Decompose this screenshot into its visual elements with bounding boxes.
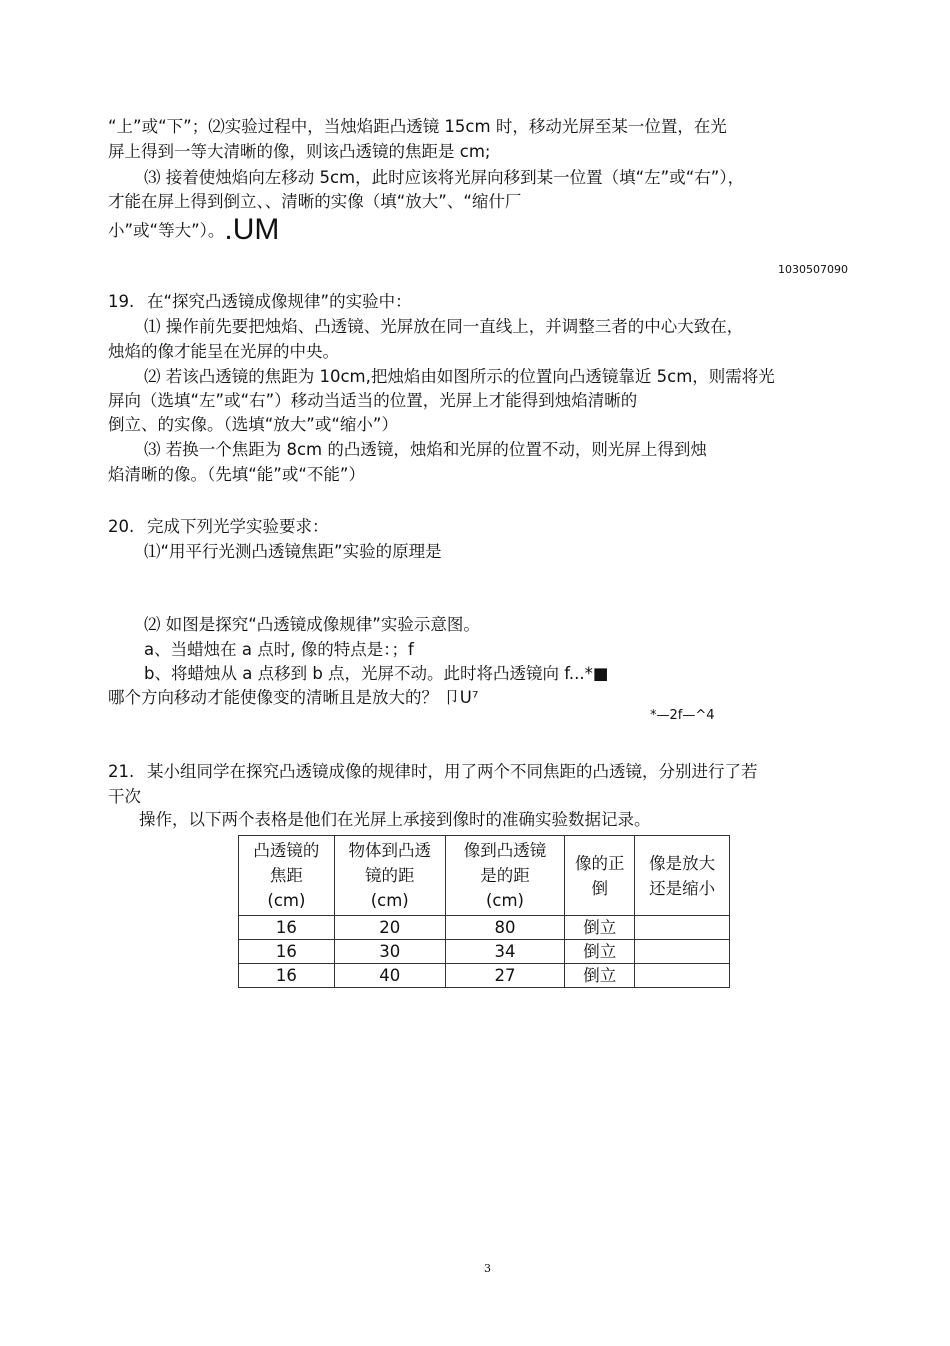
text-line: ⑶ 接着使烛焰向左移动 5cm，此时应该将光屏向移到某一位置（填“左”或“右”），	[144, 168, 745, 187]
table-cell: 27	[445, 964, 565, 988]
page-number: 3	[484, 1262, 491, 1275]
experiment-data-table	[238, 835, 730, 988]
header-image-distance: 像到凸透镜 是的距 (cm)	[445, 836, 565, 916]
text-line: ⑵ 若该凸透镜的焦距为 10cm,把烛焰由如图所示的位置向凸透镜靠近 5cm，则需将光	[144, 367, 775, 386]
table-cell: 16	[239, 916, 335, 940]
table-row	[239, 964, 730, 988]
table-cell	[635, 964, 730, 988]
header-magnification: 像是放大 还是缩小	[635, 836, 730, 916]
text-line	[108, 213, 280, 246]
text-line: ⑴“用平行光测凸透镜焦距”实验的原理是	[144, 542, 442, 561]
table-cell: 20	[334, 916, 445, 940]
text-line: a、当蜡烛在 a 点时, 像的特点是：；f	[144, 640, 414, 659]
diagram-label: *—2f—^4	[650, 708, 715, 723]
text-line: 某小组同学在探究凸透镜成像的规律时，用了两个不同焦距的凸透镜，分别进行了若	[147, 762, 758, 781]
text-span: 小”或“等大”）。	[108, 221, 225, 240]
table-cell: 30	[334, 940, 445, 964]
table-cell: 倒立	[565, 940, 635, 964]
question-number: 20.	[108, 517, 135, 536]
table-cell	[635, 916, 730, 940]
text-line: “上”或“下”；⑵实验过程中，当烛焰距凸透镜 15cm 时，移动光屏至某一位置，在光	[108, 117, 727, 136]
text-line: 屏向（选填“左”或“右”）移动当适当的位置，光屏上才能得到烛焰清晰的	[108, 391, 638, 410]
table-row	[239, 940, 730, 964]
text-line: 焰清晰的像。（先填“能”或“不能”）	[108, 465, 365, 484]
text-line: 屏上得到一等大清晰的像，则该凸透镜的焦距是 cm;	[108, 142, 491, 161]
table-cell: 16	[239, 940, 335, 964]
table-cell: 倒立	[565, 916, 635, 940]
text-line: ⑶ 若换一个焦距为 8cm 的凸透镜，烛焰和光屏的位置不动，则光屏上得到烛	[144, 440, 707, 459]
code-number: 1030507090	[778, 263, 848, 276]
text-line: 烛焰的像才能呈在光屏的中央。	[108, 342, 339, 361]
text-line: 倒立、的实像。（选填“放大”或“缩小”）	[108, 415, 398, 434]
stray-text: .UM	[224, 213, 280, 246]
question-number: 21.	[108, 762, 135, 781]
text-line: 哪个方向移动才能使像变的清晰且是放大的？ 卩U⁷	[108, 688, 479, 707]
text-line: 才能在屏上得到倒立、、清晰的实像（填“放大”、“缩什厂	[108, 192, 522, 211]
text-line: 操作，以下两个表格是他们在光屏上承接到像时的准确实验数据记录。	[139, 810, 651, 829]
header-focal-length: 凸透镜的 焦距 (cm)	[239, 836, 335, 916]
table-cell: 16	[239, 964, 335, 988]
text-line: 在“探究凸透镜成像规律”的实验中：	[147, 292, 412, 311]
text-line: ⑵ 如图是探究“凸透镜成像规律”实验示意图。	[144, 615, 480, 634]
table-header-row	[239, 836, 730, 916]
header-object-distance: 物体到凸透 镜的距 (cm)	[334, 836, 445, 916]
table-cell: 80	[445, 916, 565, 940]
text-line: 干次	[108, 787, 141, 806]
table-cell	[635, 940, 730, 964]
text-line: 完成下列光学实验要求：	[147, 517, 329, 536]
question-number: 19.	[108, 292, 135, 311]
table-cell: 34	[445, 940, 565, 964]
header-orientation: 像的正 倒	[565, 836, 635, 916]
table-row	[239, 916, 730, 940]
table-cell: 40	[334, 964, 445, 988]
text-line: b、将蜡烛从 a 点移到 b 点，光屏不动。此时将凸透镜向 f...*■	[144, 664, 609, 683]
table-cell: 倒立	[565, 964, 635, 988]
text-line: ⑴ 操作前先要把烛焰、凸透镜、光屏放在同一直线上，并调整三者的中心大致在，	[144, 317, 744, 336]
